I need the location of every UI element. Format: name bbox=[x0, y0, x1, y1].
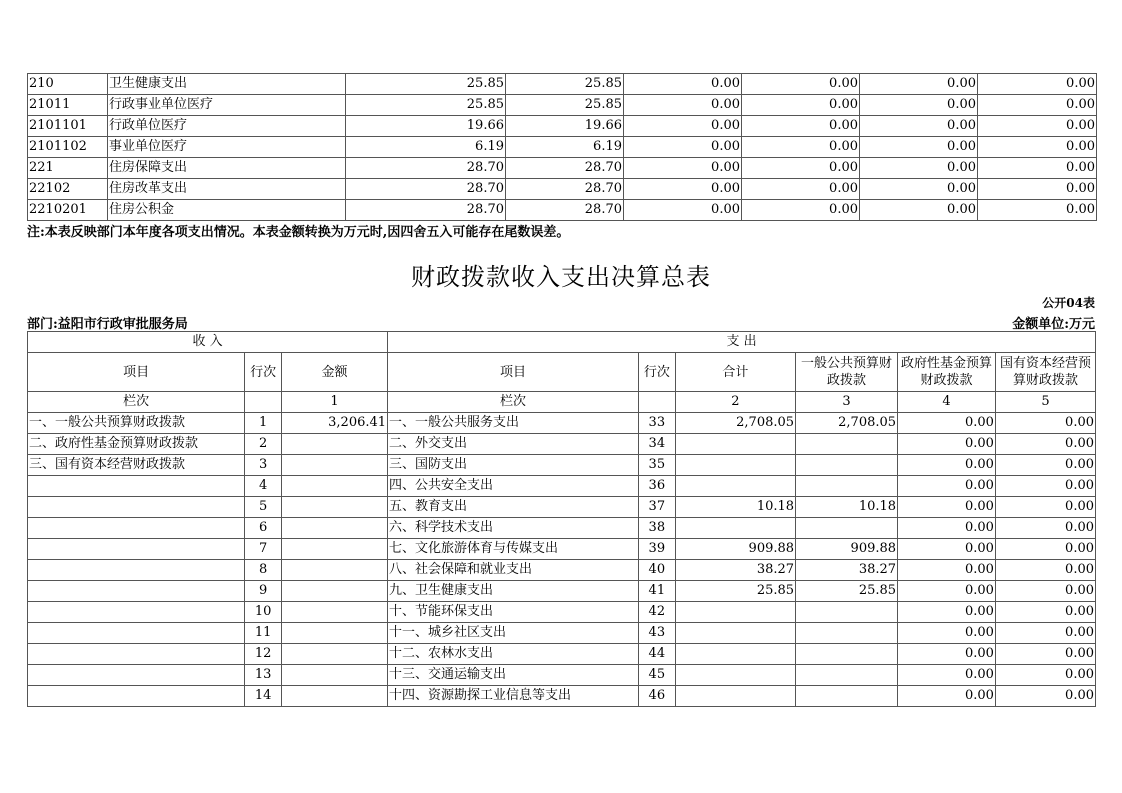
gov-fund-amount: 0.00 bbox=[898, 581, 996, 602]
subject-name: 事业单位医疗 bbox=[108, 137, 346, 158]
amount-cell: 0.00 bbox=[978, 95, 1097, 116]
income-item bbox=[28, 581, 245, 602]
amount-cell: 0.00 bbox=[624, 137, 742, 158]
expense-item: 二、外交支出 bbox=[388, 434, 639, 455]
income-item: 三、国有资本经营财政拨款 bbox=[28, 455, 245, 476]
general-budget-amount bbox=[796, 665, 898, 686]
amount-cell: 0.00 bbox=[978, 179, 1097, 200]
expense-col-label: 栏次 bbox=[388, 392, 639, 413]
col-2-label: 2 bbox=[675, 392, 795, 413]
table-row bbox=[28, 539, 1096, 560]
income-amount bbox=[281, 560, 387, 581]
expense-row-no: 38 bbox=[638, 518, 675, 539]
subject-code: 22102 bbox=[28, 179, 108, 200]
expense-row-no: 40 bbox=[638, 560, 675, 581]
department-label: 部门:益阳市行政审批服务局 bbox=[27, 317, 188, 332]
table-row bbox=[28, 455, 1096, 476]
table-note: 注:本表反映部门本年度各项支出情况。本表金额转换为万元时,因四舍五入可能存在尾数误差。 bbox=[27, 225, 570, 240]
expense-row-no-header: 行次 bbox=[638, 353, 675, 392]
expense-item: 三、国防支出 bbox=[388, 455, 639, 476]
state-capital-amount: 0.00 bbox=[995, 539, 1095, 560]
expense-item: 十四、资源勘探工业信息等支出 bbox=[388, 686, 639, 707]
amount-cell: 0.00 bbox=[742, 116, 860, 137]
table-row bbox=[28, 434, 1096, 455]
total-amount: 38.27 bbox=[675, 560, 795, 581]
gov-fund-amount: 0.00 bbox=[898, 665, 996, 686]
total-amount: 909.88 bbox=[675, 539, 795, 560]
subject-code: 2101101 bbox=[28, 116, 108, 137]
subject-name: 住房改革支出 bbox=[108, 179, 346, 200]
state-capital-amount: 0.00 bbox=[995, 581, 1095, 602]
general-budget-amount bbox=[796, 644, 898, 665]
general-budget-amount bbox=[796, 476, 898, 497]
income-item bbox=[28, 560, 245, 581]
expense-item: 八、社会保障和就业支出 bbox=[388, 560, 639, 581]
income-row-no: 12 bbox=[245, 644, 282, 665]
general-budget-amount: 38.27 bbox=[796, 560, 898, 581]
gov-fund-header: 政府性基金预算财政拨款 bbox=[898, 353, 996, 392]
total-amount bbox=[675, 455, 795, 476]
general-budget-amount bbox=[796, 686, 898, 707]
income-row-no: 7 bbox=[245, 539, 282, 560]
amount-cell: 0.00 bbox=[624, 179, 742, 200]
table-row bbox=[28, 179, 1097, 200]
income-row-no: 2 bbox=[245, 434, 282, 455]
income-col-label: 栏次 bbox=[28, 392, 245, 413]
total-amount bbox=[675, 476, 795, 497]
expense-item: 五、教育支出 bbox=[388, 497, 639, 518]
amount-cell: 0.00 bbox=[624, 116, 742, 137]
amount-cell: 0.00 bbox=[860, 74, 978, 95]
income-item bbox=[28, 602, 245, 623]
state-capital-amount: 0.00 bbox=[995, 476, 1095, 497]
income-amount bbox=[281, 581, 387, 602]
income-amount bbox=[281, 686, 387, 707]
expense-row-no: 44 bbox=[638, 644, 675, 665]
gov-fund-amount: 0.00 bbox=[898, 560, 996, 581]
amount-cell: 0.00 bbox=[978, 200, 1097, 221]
col-5-label: 5 bbox=[995, 392, 1095, 413]
amount-cell: 0.00 bbox=[624, 200, 742, 221]
amount-cell: 28.70 bbox=[346, 200, 506, 221]
general-budget-header: 一般公共预算财政拨款 bbox=[796, 353, 898, 392]
subject-code: 2101102 bbox=[28, 137, 108, 158]
amount-cell: 0.00 bbox=[978, 74, 1097, 95]
income-row-no: 4 bbox=[245, 476, 282, 497]
amount-cell: 0.00 bbox=[742, 158, 860, 179]
state-capital-header: 国有资本经营预算财政拨款 bbox=[995, 353, 1095, 392]
state-capital-amount: 0.00 bbox=[995, 434, 1095, 455]
income-row-no: 13 bbox=[245, 665, 282, 686]
amount-cell: 0.00 bbox=[624, 158, 742, 179]
amount-cell: 0.00 bbox=[742, 74, 860, 95]
gov-fund-amount: 0.00 bbox=[898, 602, 996, 623]
amount-cell: 0.00 bbox=[742, 137, 860, 158]
table-row bbox=[28, 200, 1097, 221]
subject-name: 卫生健康支出 bbox=[108, 74, 346, 95]
total-amount bbox=[675, 623, 795, 644]
state-capital-amount: 0.00 bbox=[995, 455, 1095, 476]
state-capital-amount: 0.00 bbox=[995, 560, 1095, 581]
income-row-no: 11 bbox=[245, 623, 282, 644]
general-budget-amount: 909.88 bbox=[796, 539, 898, 560]
total-amount: 25.85 bbox=[675, 581, 795, 602]
income-row-no: 3 bbox=[245, 455, 282, 476]
col-4-label: 4 bbox=[898, 392, 996, 413]
income-row-no: 8 bbox=[245, 560, 282, 581]
table-row bbox=[28, 623, 1096, 644]
expense-row-no: 34 bbox=[638, 434, 675, 455]
expense-row-no: 35 bbox=[638, 455, 675, 476]
income-item bbox=[28, 539, 245, 560]
amount-cell: 0.00 bbox=[860, 95, 978, 116]
gov-fund-amount: 0.00 bbox=[898, 518, 996, 539]
general-budget-amount bbox=[796, 602, 898, 623]
state-capital-amount: 0.00 bbox=[995, 518, 1095, 539]
col-3-label: 3 bbox=[796, 392, 898, 413]
form-number: 公开04表 bbox=[1042, 296, 1095, 310]
income-row-no: 5 bbox=[245, 497, 282, 518]
subject-code: 210 bbox=[28, 74, 108, 95]
income-item: 二、政府性基金预算财政拨款 bbox=[28, 434, 245, 455]
general-budget-amount: 25.85 bbox=[796, 581, 898, 602]
gov-fund-amount: 0.00 bbox=[898, 434, 996, 455]
income-item: 一、一般公共预算财政拨款 bbox=[28, 413, 245, 434]
table-row bbox=[28, 497, 1096, 518]
subject-name: 行政事业单位医疗 bbox=[108, 95, 346, 116]
total-header: 合计 bbox=[675, 353, 795, 392]
amount-cell: 28.70 bbox=[506, 179, 624, 200]
general-budget-amount bbox=[796, 455, 898, 476]
col-1-label: 1 bbox=[281, 392, 387, 413]
amount-cell: 0.00 bbox=[860, 179, 978, 200]
total-amount bbox=[675, 644, 795, 665]
subject-name: 住房公积金 bbox=[108, 200, 346, 221]
income-row-no-header: 行次 bbox=[245, 353, 282, 392]
income-row-no: 10 bbox=[245, 602, 282, 623]
amount-cell: 0.00 bbox=[624, 95, 742, 116]
gov-fund-amount: 0.00 bbox=[898, 476, 996, 497]
total-amount bbox=[675, 518, 795, 539]
state-capital-amount: 0.00 bbox=[995, 665, 1095, 686]
amount-cell: 0.00 bbox=[624, 74, 742, 95]
gov-fund-amount: 0.00 bbox=[898, 686, 996, 707]
general-budget-amount bbox=[796, 518, 898, 539]
amount-cell: 0.00 bbox=[860, 200, 978, 221]
amount-cell: 0.00 bbox=[860, 137, 978, 158]
expense-row-no: 46 bbox=[638, 686, 675, 707]
expense-item: 十、节能环保支出 bbox=[388, 602, 639, 623]
general-budget-amount bbox=[796, 434, 898, 455]
expense-item: 十一、城乡社区支出 bbox=[388, 623, 639, 644]
expense-row-no: 39 bbox=[638, 539, 675, 560]
table-row bbox=[28, 137, 1097, 158]
amount-unit-label: 金额单位:万元 bbox=[1012, 317, 1095, 332]
expense-header: 支 出 bbox=[388, 332, 1096, 353]
income-row-no: 14 bbox=[245, 686, 282, 707]
income-amount bbox=[281, 476, 387, 497]
expense-row-no: 36 bbox=[638, 476, 675, 497]
amount-cell: 25.85 bbox=[506, 95, 624, 116]
income-amount bbox=[281, 623, 387, 644]
amount-cell: 0.00 bbox=[978, 116, 1097, 137]
table-row bbox=[28, 116, 1097, 137]
subject-code: 2210201 bbox=[28, 200, 108, 221]
table-row bbox=[28, 686, 1096, 707]
page-title: 财政拨款收入支出决算总表 bbox=[411, 263, 711, 291]
state-capital-amount: 0.00 bbox=[995, 686, 1095, 707]
state-capital-amount: 0.00 bbox=[995, 497, 1095, 518]
expense-row-no: 37 bbox=[638, 497, 675, 518]
expense-item: 十二、农林水支出 bbox=[388, 644, 639, 665]
expense-item: 九、卫生健康支出 bbox=[388, 581, 639, 602]
total-amount bbox=[675, 686, 795, 707]
income-amount bbox=[281, 665, 387, 686]
state-capital-amount: 0.00 bbox=[995, 644, 1095, 665]
income-amount bbox=[281, 644, 387, 665]
general-budget-amount: 2,708.05 bbox=[796, 413, 898, 434]
expense-row-no: 43 bbox=[638, 623, 675, 644]
expense-row-no: 42 bbox=[638, 602, 675, 623]
amount-cell: 19.66 bbox=[506, 116, 624, 137]
total-amount: 10.18 bbox=[675, 497, 795, 518]
expense-item: 一、一般公共服务支出 bbox=[388, 413, 639, 434]
expense-item: 七、文化旅游体育与传媒支出 bbox=[388, 539, 639, 560]
amount-cell: 28.70 bbox=[346, 179, 506, 200]
income-amount bbox=[281, 434, 387, 455]
gov-fund-amount: 0.00 bbox=[898, 644, 996, 665]
income-row-no: 9 bbox=[245, 581, 282, 602]
income-amount bbox=[281, 539, 387, 560]
amount-cell: 25.85 bbox=[346, 95, 506, 116]
table-row bbox=[28, 581, 1096, 602]
income-item bbox=[28, 476, 245, 497]
subject-code: 221 bbox=[28, 158, 108, 179]
table-row bbox=[28, 74, 1097, 95]
income-item bbox=[28, 665, 245, 686]
fiscal-summary-table bbox=[27, 331, 1096, 707]
income-item-header: 项目 bbox=[28, 353, 245, 392]
amount-cell: 0.00 bbox=[978, 158, 1097, 179]
income-item bbox=[28, 497, 245, 518]
income-header: 收 入 bbox=[28, 332, 388, 353]
table-row bbox=[28, 560, 1096, 581]
income-row-no: 1 bbox=[245, 413, 282, 434]
subject-name: 行政单位医疗 bbox=[108, 116, 346, 137]
subject-code: 21011 bbox=[28, 95, 108, 116]
expense-row-no: 33 bbox=[638, 413, 675, 434]
table-row bbox=[28, 476, 1096, 497]
income-amount-header: 金额 bbox=[281, 353, 387, 392]
table-row bbox=[28, 644, 1096, 665]
table-row bbox=[28, 413, 1096, 434]
expense-item: 六、科学技术支出 bbox=[388, 518, 639, 539]
income-amount bbox=[281, 602, 387, 623]
income-amount bbox=[281, 518, 387, 539]
table-row bbox=[28, 518, 1096, 539]
gov-fund-amount: 0.00 bbox=[898, 413, 996, 434]
amount-cell: 0.00 bbox=[742, 95, 860, 116]
expense-item-header: 项目 bbox=[388, 353, 639, 392]
income-item bbox=[28, 644, 245, 665]
table-row bbox=[28, 665, 1096, 686]
amount-cell: 25.85 bbox=[346, 74, 506, 95]
total-amount: 2,708.05 bbox=[675, 413, 795, 434]
subject-name: 住房保障支出 bbox=[108, 158, 346, 179]
expense-detail-table bbox=[27, 73, 1097, 221]
gov-fund-amount: 0.00 bbox=[898, 455, 996, 476]
income-amount bbox=[281, 455, 387, 476]
table-row bbox=[28, 95, 1097, 116]
amount-cell: 0.00 bbox=[742, 179, 860, 200]
state-capital-amount: 0.00 bbox=[995, 602, 1095, 623]
income-item bbox=[28, 623, 245, 644]
income-item bbox=[28, 686, 245, 707]
amount-cell: 0.00 bbox=[860, 116, 978, 137]
general-budget-amount bbox=[796, 623, 898, 644]
amount-cell: 19.66 bbox=[346, 116, 506, 137]
total-amount bbox=[675, 665, 795, 686]
total-amount bbox=[675, 602, 795, 623]
gov-fund-amount: 0.00 bbox=[898, 623, 996, 644]
income-item bbox=[28, 518, 245, 539]
table-row bbox=[28, 158, 1097, 179]
total-amount bbox=[675, 434, 795, 455]
state-capital-amount: 0.00 bbox=[995, 413, 1095, 434]
general-budget-amount: 10.18 bbox=[796, 497, 898, 518]
gov-fund-amount: 0.00 bbox=[898, 497, 996, 518]
expense-item: 十三、交通运输支出 bbox=[388, 665, 639, 686]
income-amount bbox=[281, 497, 387, 518]
amount-cell: 28.70 bbox=[506, 200, 624, 221]
table-row bbox=[28, 602, 1096, 623]
expense-row-no: 41 bbox=[638, 581, 675, 602]
amount-cell: 0.00 bbox=[742, 200, 860, 221]
income-row-no: 6 bbox=[245, 518, 282, 539]
state-capital-amount: 0.00 bbox=[995, 623, 1095, 644]
amount-cell: 28.70 bbox=[346, 158, 506, 179]
amount-cell: 6.19 bbox=[506, 137, 624, 158]
gov-fund-amount: 0.00 bbox=[898, 539, 996, 560]
amount-cell: 6.19 bbox=[346, 137, 506, 158]
amount-cell: 25.85 bbox=[506, 74, 624, 95]
amount-cell: 28.70 bbox=[506, 158, 624, 179]
expense-row-no: 45 bbox=[638, 665, 675, 686]
expense-item: 四、公共安全支出 bbox=[388, 476, 639, 497]
income-amount: 3,206.41 bbox=[281, 413, 387, 434]
amount-cell: 0.00 bbox=[978, 137, 1097, 158]
amount-cell: 0.00 bbox=[860, 158, 978, 179]
